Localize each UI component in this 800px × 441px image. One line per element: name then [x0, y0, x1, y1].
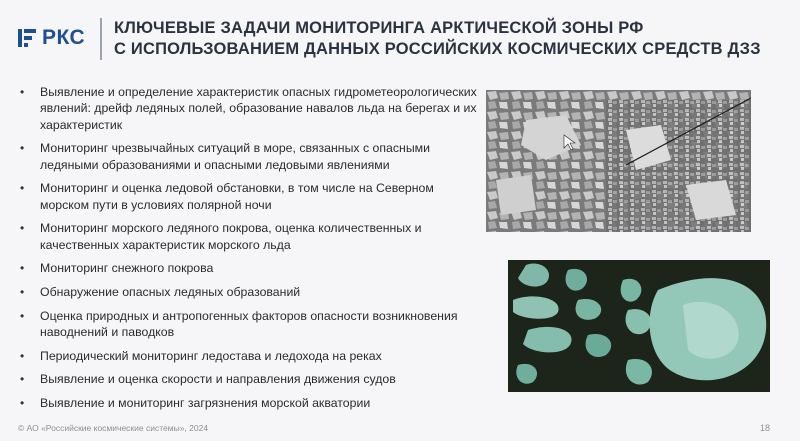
header-divider [100, 18, 102, 60]
footer-copyright: © АО «Российские космические системы», 2024 [18, 423, 209, 433]
list-item: • Выявление и определение характеристик опасных гидрометеорологических явлений: дрейф ледяных полей, образование навалов льда на берегах и их характеристик [20, 85, 477, 132]
bullet-icon: • [20, 85, 25, 99]
title-line-1: КЛЮЧЕВЫЕ ЗАДАЧИ МОНИТОРИНГА АРКТИЧЕСКОЙ ЗОНЫ РФ [114, 19, 644, 37]
list-item: • Выявление и оценка скорости и направления движения судов [20, 372, 396, 387]
bullet-icon: • [20, 141, 25, 156]
bullet-icon: • [20, 372, 25, 387]
page-number: 18 [759, 423, 770, 433]
islands-image-art [508, 260, 770, 392]
bullet-icon: • [20, 285, 25, 299]
list-item: • Обнаружение опасных ледяных образований [20, 285, 301, 299]
bullet-icon: • [20, 308, 25, 323]
rks-logo-icon [18, 29, 36, 47]
task-list [20, 84, 480, 418]
list-item: • Выявление и мониторинг загрязнения морской акватории [20, 395, 371, 410]
list-item: • Мониторинг морского ледяного покрова, оценка количественных и качественных характеристик морского льда [20, 221, 422, 252]
logo-text: РКС [42, 26, 86, 49]
bullet-icon: • [20, 181, 25, 196]
bullet-icon: • [20, 261, 25, 276]
list-item: • Мониторинг чрезвычайных ситуаций в море, связанных с опасными ледяными образованиями и опасными ледовыми явлениями [20, 141, 430, 172]
list-item: • Мониторинг и оценка ледовой обстановки, в том числе на Северном морском пути в условиях полярной ночи [20, 181, 434, 212]
title-line-2: С ИСПОЛЬЗОВАНИЕМ ДАННЫХ РОССИЙСКИХ КОСМИЧЕСКИХ СРЕДСТВ ДЗЗ [114, 40, 761, 58]
sea-ice-image-art [486, 90, 751, 232]
slide-title [114, 18, 774, 60]
arctic-islands-satellite-image [508, 260, 770, 392]
bullet-icon: • [20, 348, 25, 363]
bullet-icon: • [20, 221, 25, 236]
list-item: • Оценка природных и антропогенных факторов опасности возникновения наводнений и паводков [20, 308, 458, 339]
sea-ice-satellite-image [486, 90, 751, 232]
list-item: • Мониторинг снежного покрова [20, 261, 214, 276]
bullet-icon: • [20, 395, 25, 410]
list-item: • Периодический мониторинг ледостава и ледохода на реках [20, 348, 382, 363]
rks-logo [18, 26, 85, 50]
